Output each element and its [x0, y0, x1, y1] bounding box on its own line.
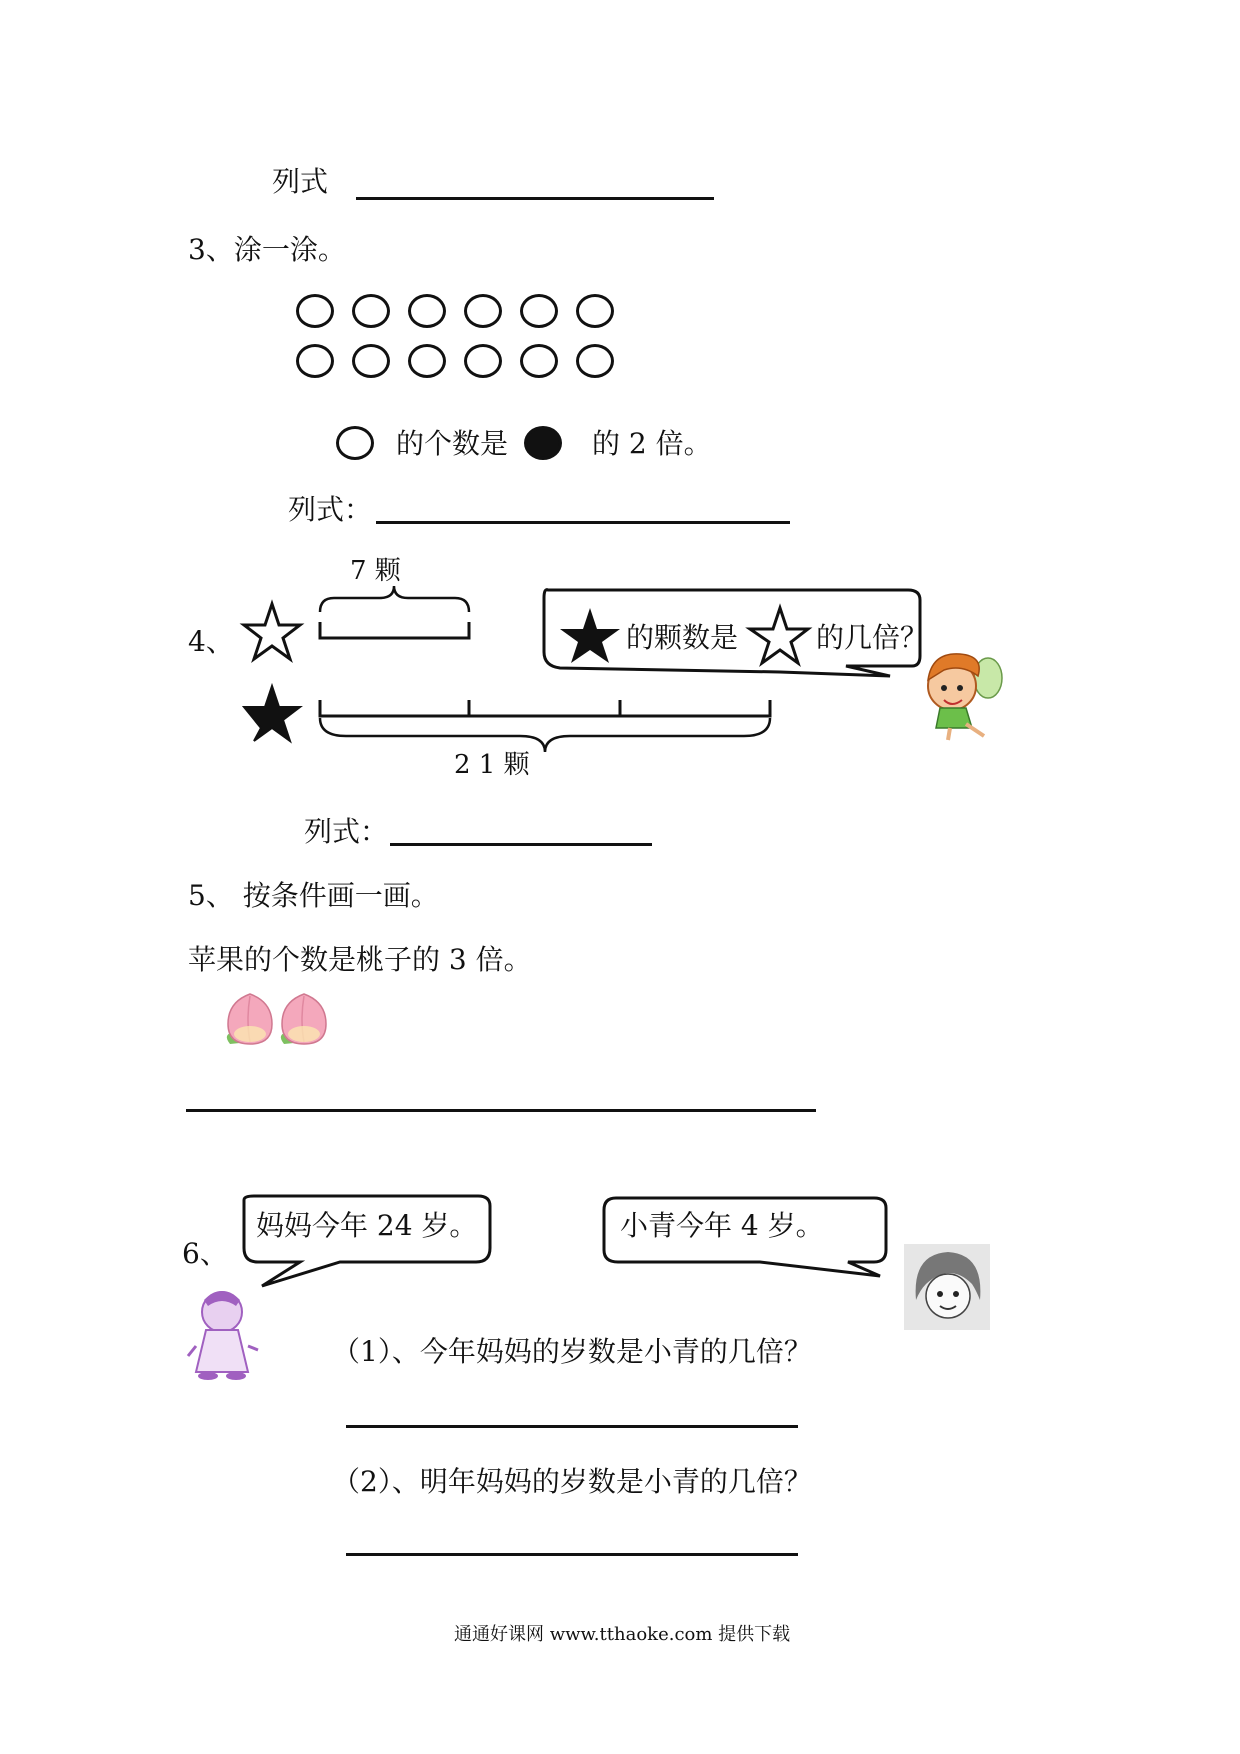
mom-bubble-text: 妈妈今年 24 岁。: [256, 1209, 478, 1242]
q4-number: 4、: [188, 625, 234, 658]
q5-condition: 苹果的个数是桃子的 3 倍。: [188, 943, 532, 976]
q2-formula-label: 列式: [272, 165, 329, 198]
q6-answer-line-1[interactable]: [346, 1425, 798, 1428]
q6-question1: （1）、今年妈妈的岁数是小青的几倍？: [332, 1335, 812, 1368]
q3-sentence-part2: 的 2 倍。: [592, 427, 712, 460]
q6-number: 6、: [182, 1237, 228, 1270]
mother-cartoon-icon: [188, 1291, 258, 1380]
footer-text: 通通好课网 www.tthaoke.com 提供下载: [454, 1624, 791, 1645]
q5-title: 5、 按条件画一画。: [188, 879, 439, 912]
q3-formula-label: 列式：: [288, 493, 373, 526]
q4-bottom-label: 2 1 颗: [454, 750, 530, 780]
q6-answer-line-2[interactable]: [346, 1553, 798, 1556]
q6-question2: （2）、明年妈妈的岁数是小青的几倍？: [332, 1465, 812, 1498]
q4-top-label: 7 颗: [350, 556, 401, 586]
q4-bubble-part2: 的几倍？: [816, 621, 929, 654]
q4-formula-label: 列式：: [304, 815, 389, 848]
q3-title: 3、涂一涂。: [188, 233, 346, 266]
q3-sentence-part1: 的个数是: [396, 427, 509, 460]
q4-bubble-part1: 的颗数是: [626, 621, 739, 654]
girl-cartoon-icon: [904, 1244, 990, 1330]
girl-bubble-text: 小青今年 4 岁。: [620, 1209, 824, 1242]
